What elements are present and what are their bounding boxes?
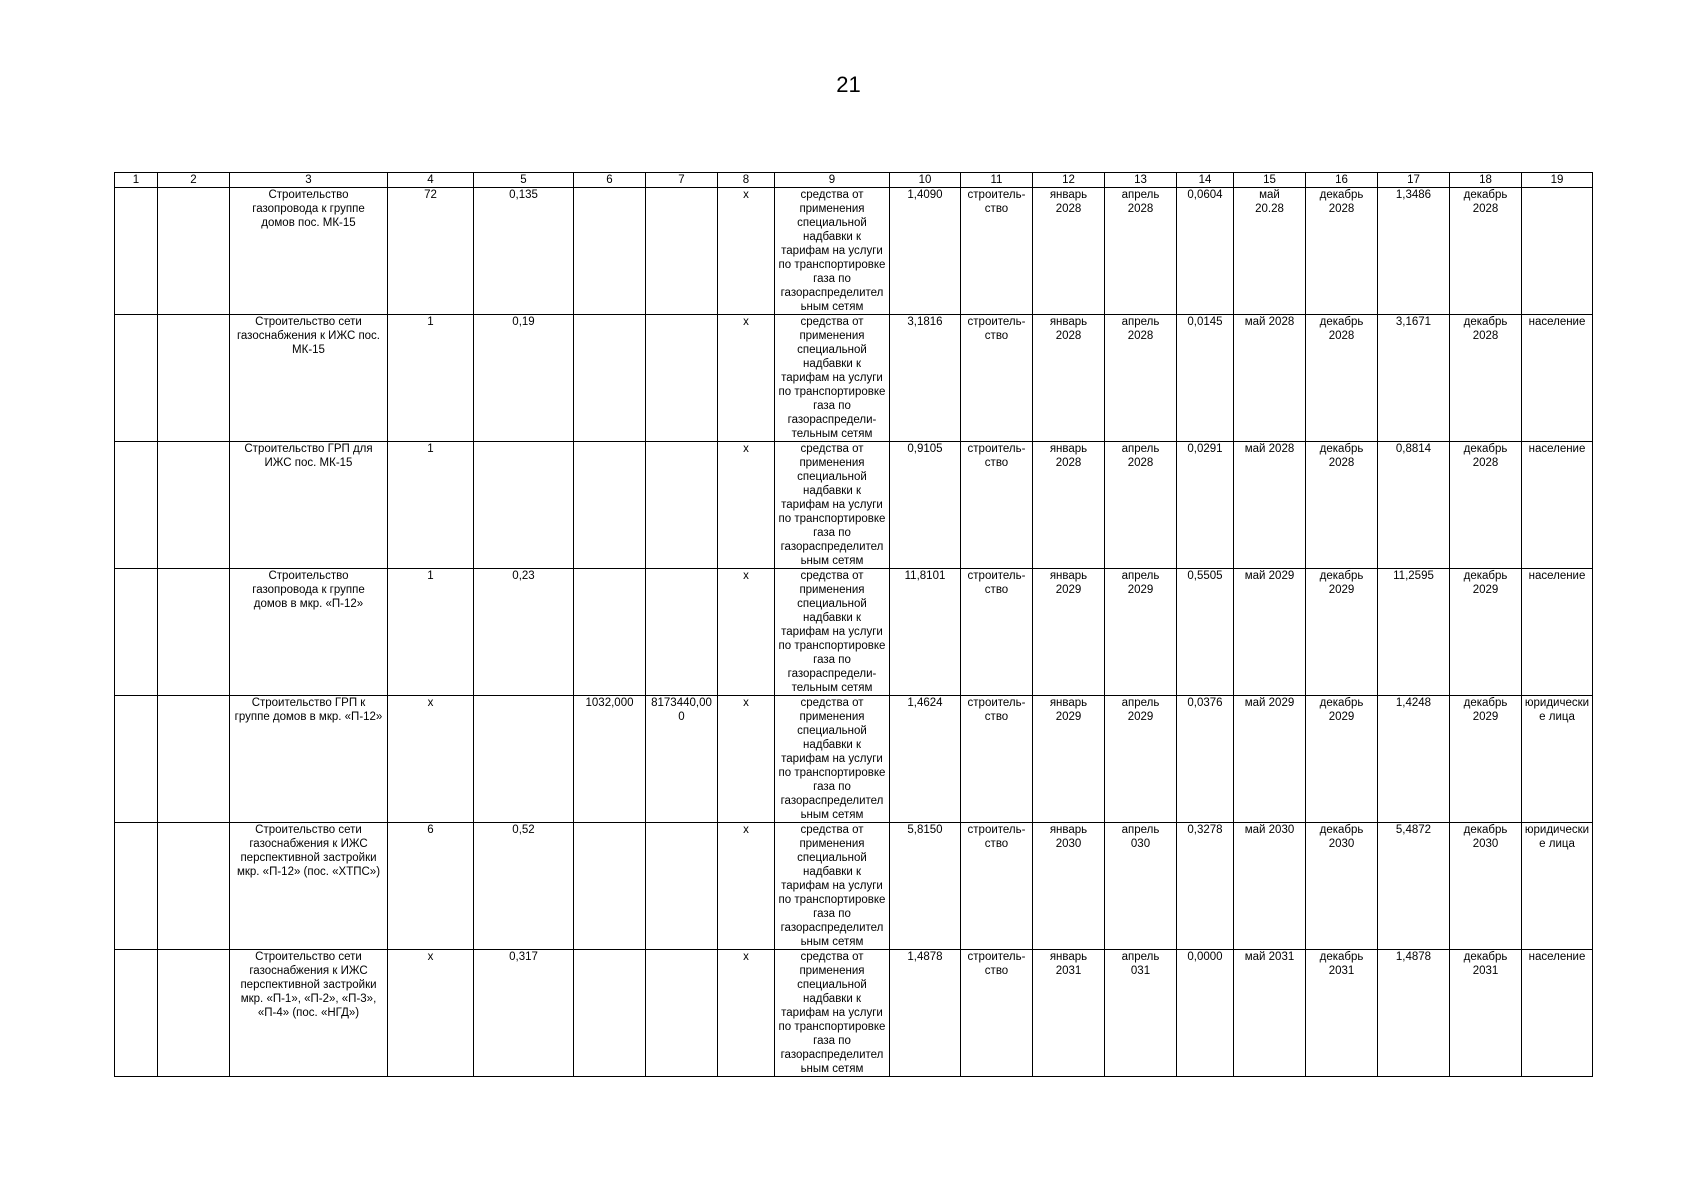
cell-text: декабрь 2028 — [1319, 189, 1364, 215]
cell-text: 11,8101 — [904, 570, 946, 582]
cell-text: 0,135 — [509, 189, 538, 201]
cell-text: средства от применения специальной надбавки к тарифам на услуги по транспортировке газа по газораспредели- тельным сетям — [778, 570, 886, 694]
table-cell-col-10 — [890, 188, 961, 315]
table-cell-col-19 — [1522, 950, 1593, 1077]
table-cell-col-3 — [230, 696, 388, 823]
table-cell-col-2 — [158, 442, 230, 569]
table-cell-col-19 — [1522, 188, 1593, 315]
cell-text: средства от применения специальной надбавки к тарифам на услуги по транспортировке газа по газораспредели- тельным сетям — [778, 316, 886, 440]
column-header-8: 8 — [718, 173, 775, 188]
table-cell-col-8 — [718, 696, 775, 823]
cell-text: 0,8814 — [1395, 443, 1432, 455]
table-cell-col-11 — [961, 823, 1033, 950]
cell-text: 1 — [427, 316, 434, 328]
column-header-17: 17 — [1378, 173, 1450, 188]
cell-text: апрель 2028 — [1121, 316, 1160, 342]
table-cell-col-3 — [230, 569, 388, 696]
table-cell-col-13 — [1105, 696, 1177, 823]
table-cell-col-2 — [158, 950, 230, 1077]
table-cell-col-5 — [474, 569, 574, 696]
table-cell-col-15 — [1234, 442, 1306, 569]
table-cell-col-10 — [890, 315, 961, 442]
cell-text: население — [1528, 316, 1586, 328]
column-header-13: 13 — [1105, 173, 1177, 188]
table-row — [115, 823, 1593, 950]
cell-text: декабрь 2028 — [1463, 443, 1508, 469]
table-cell-col-1 — [115, 442, 158, 569]
table-cell-col-14 — [1177, 696, 1234, 823]
table-cell-col-19 — [1522, 696, 1593, 823]
cell-text: январь 2028 — [1049, 189, 1088, 215]
cell-text: 3,1816 — [907, 316, 943, 328]
column-header-18: 18 — [1450, 173, 1522, 188]
cell-text: январь 2029 — [1049, 697, 1088, 723]
table-cell-col-9 — [775, 442, 890, 569]
table-cell-col-2 — [158, 569, 230, 696]
table-cell-col-2 — [158, 315, 230, 442]
cell-text: декабрь 2029 — [1463, 697, 1508, 723]
cell-text: 0,0145 — [1187, 316, 1223, 328]
table-cell-col-5 — [474, 188, 574, 315]
table-cell-col-6 — [574, 188, 646, 315]
cell-text: 1,3486 — [1395, 189, 1432, 201]
cell-text: январь 2028 — [1049, 316, 1088, 342]
table-cell-col-8 — [718, 823, 775, 950]
cell-text: 1032,000 — [585, 697, 634, 709]
table-cell-col-3 — [230, 823, 388, 950]
cell-text: х — [743, 951, 749, 963]
table-cell-col-10 — [890, 696, 961, 823]
column-header-19: 19 — [1522, 173, 1593, 188]
table-cell-col-4 — [388, 442, 474, 569]
table-cell-col-17 — [1378, 315, 1450, 442]
cell-text: 1 — [427, 443, 434, 455]
table-cell-col-16 — [1306, 950, 1378, 1077]
cell-text: х — [743, 189, 749, 201]
table-cell-col-5 — [474, 696, 574, 823]
cell-text: Строительство сети газоснабжения к ИЖС перспективной застройки мкр. «П-1», «П-2», «П-3», «П-4» (пос. «НГД») — [240, 951, 377, 1019]
cell-text: январь 2028 — [1049, 443, 1088, 469]
table-cell-col-6 — [574, 315, 646, 442]
cell-text: 8173440,00 0 — [651, 697, 712, 723]
table-cell-col-9 — [775, 950, 890, 1077]
table-cell-col-7 — [646, 442, 718, 569]
cell-text: май 2029 — [1244, 697, 1295, 709]
table-cell-col-7 — [646, 188, 718, 315]
table-cell-col-18 — [1450, 950, 1522, 1077]
cell-text: х — [743, 824, 749, 836]
cell-text: апрель 030 — [1121, 824, 1160, 850]
table-cell-col-7 — [646, 823, 718, 950]
cell-text: май 2028 — [1244, 316, 1295, 328]
table-cell-col-10 — [890, 950, 961, 1077]
cell-text: 5,4872 — [1395, 824, 1432, 836]
table-cell-col-10 — [890, 569, 961, 696]
cell-text: строитель- ство — [967, 824, 1026, 850]
table-cell-col-7 — [646, 569, 718, 696]
cell-text: Строительство ГРП для ИЖС пос. МК-15 — [244, 443, 373, 469]
table-cell-col-7 — [646, 696, 718, 823]
table-cell-col-1 — [115, 569, 158, 696]
cell-text: средства от применения специальной надбавки к тарифам на услуги по транспортировке газа по газораспределител ьным сетям — [778, 824, 886, 948]
cell-text: 0,317 — [509, 951, 538, 963]
page-number: 21 — [836, 72, 861, 97]
column-header-15: 15 — [1234, 173, 1306, 188]
cell-text: население — [1528, 570, 1586, 582]
cell-text: апрель 2028 — [1121, 443, 1160, 469]
cell-text: средства от применения специальной надбавки к тарифам на услуги по транспортировке газа по газораспределител ьным сетям — [778, 697, 886, 821]
cell-text: Строительство газопровода к группе домов пос. МК-15 — [252, 189, 365, 229]
cell-text: строитель- ство — [967, 316, 1026, 342]
cell-text: 0,52 — [512, 824, 535, 836]
table-row — [115, 950, 1593, 1077]
table-cell-col-8 — [718, 188, 775, 315]
column-header-6: 6 — [574, 173, 646, 188]
column-header-16: 16 — [1306, 173, 1378, 188]
table-cell-col-2 — [158, 188, 230, 315]
table-cell-col-4 — [388, 188, 474, 315]
cell-text: 1,4624 — [907, 697, 943, 709]
table-cell-col-12 — [1033, 442, 1105, 569]
table-cell-col-18 — [1450, 442, 1522, 569]
column-header-9: 9 — [775, 173, 890, 188]
table-cell-col-3 — [230, 315, 388, 442]
cell-text: декабрь 2029 — [1319, 570, 1364, 596]
table-cell-col-2 — [158, 823, 230, 950]
table-cell-col-16 — [1306, 696, 1378, 823]
cell-text: апрель 2029 — [1121, 697, 1160, 723]
table-cell-col-17 — [1378, 442, 1450, 569]
cell-text: декабрь 2028 — [1319, 443, 1364, 469]
table-cell-col-17 — [1378, 188, 1450, 315]
table-cell-col-9 — [775, 696, 890, 823]
column-header-11: 11 — [961, 173, 1033, 188]
cell-text: х — [743, 443, 749, 455]
table-cell-col-14 — [1177, 823, 1234, 950]
cell-text: население — [1528, 951, 1586, 963]
table-cell-col-6 — [574, 442, 646, 569]
cell-text: апрель 2028 — [1121, 189, 1160, 215]
table-cell-col-17 — [1378, 950, 1450, 1077]
cell-text: 0,5505 — [1187, 570, 1223, 582]
column-header-10: 10 — [890, 173, 961, 188]
column-header-7: 7 — [646, 173, 718, 188]
table-cell-col-15 — [1234, 696, 1306, 823]
table-cell-col-5 — [474, 315, 574, 442]
cell-text: декабрь 2028 — [1463, 316, 1508, 342]
table-cell-col-10 — [890, 823, 961, 950]
cell-text: Строительство ГРП к группе домов в мкр. «П-12» — [234, 697, 383, 723]
table-cell-col-16 — [1306, 569, 1378, 696]
cell-text: 1,4248 — [1395, 697, 1432, 709]
cell-text: юридически е лица — [1524, 697, 1590, 723]
table-cell-col-11 — [961, 569, 1033, 696]
table-cell-col-14 — [1177, 950, 1234, 1077]
table-cell-col-8 — [718, 315, 775, 442]
table-cell-col-12 — [1033, 823, 1105, 950]
table-cell-col-14 — [1177, 569, 1234, 696]
cell-text: декабрь 2030 — [1319, 824, 1364, 850]
column-header-4: 4 — [388, 173, 474, 188]
cell-text: май 2030 — [1244, 824, 1295, 836]
table-cell-col-16 — [1306, 315, 1378, 442]
cell-text: население — [1528, 443, 1586, 455]
table-cell-col-13 — [1105, 442, 1177, 569]
column-header-3: 3 — [230, 173, 388, 188]
table-cell-col-3 — [230, 950, 388, 1077]
table-cell-col-9 — [775, 569, 890, 696]
table-cell-col-7 — [646, 315, 718, 442]
cell-text: декабрь 2029 — [1319, 697, 1364, 723]
table-cell-col-18 — [1450, 188, 1522, 315]
table-row — [115, 442, 1593, 569]
table-cell-col-5 — [474, 823, 574, 950]
table-cell-col-15 — [1234, 569, 1306, 696]
cell-text: декабрь 2029 — [1463, 570, 1508, 596]
table-cell-col-19 — [1522, 442, 1593, 569]
cell-text: 0,3278 — [1187, 824, 1223, 836]
cell-text: май 2029 — [1244, 570, 1295, 582]
cell-text: 72 — [424, 189, 437, 201]
table-cell-col-14 — [1177, 188, 1234, 315]
cell-text: 5,8150 — [907, 824, 943, 836]
table-cell-col-1 — [115, 823, 158, 950]
cell-text: декабрь 2028 — [1463, 189, 1508, 215]
table-cell-col-12 — [1033, 569, 1105, 696]
column-header-14: 14 — [1177, 173, 1234, 188]
table-cell-col-8 — [718, 442, 775, 569]
table-cell-col-15 — [1234, 823, 1306, 950]
cell-text: май 2028 — [1244, 443, 1295, 455]
table-cell-col-8 — [718, 950, 775, 1077]
cell-text: декабрь 2031 — [1463, 951, 1508, 977]
table-cell-col-1 — [115, 188, 158, 315]
cell-text: х — [743, 570, 749, 582]
table-cell-col-11 — [961, 696, 1033, 823]
table-cell-col-9 — [775, 315, 890, 442]
table-cell-col-18 — [1450, 823, 1522, 950]
cell-text: средства от применения специальной надбавки к тарифам на услуги по транспортировке газа по газораспределител ьным сетям — [778, 189, 886, 313]
table-cell-col-4 — [388, 315, 474, 442]
table-row — [115, 188, 1593, 315]
table-cell-col-3 — [230, 442, 388, 569]
cell-text: январь 2030 — [1049, 824, 1088, 850]
cell-text: 11,2595 — [1393, 570, 1434, 582]
table-cell-col-11 — [961, 442, 1033, 569]
table-cell-col-19 — [1522, 315, 1593, 442]
column-header-1: 1 — [115, 173, 158, 188]
table-cell-col-1 — [115, 315, 158, 442]
table-cell-col-5 — [474, 442, 574, 569]
table-cell-col-13 — [1105, 823, 1177, 950]
table-cell-col-6 — [574, 950, 646, 1077]
cell-text: 0,9105 — [907, 443, 943, 455]
cell-text: 1,4878 — [907, 951, 943, 963]
table-cell-col-11 — [961, 188, 1033, 315]
table-cell-col-12 — [1033, 950, 1105, 1077]
table-cell-col-8 — [718, 569, 775, 696]
table-row — [115, 315, 1593, 442]
cell-text: 0,23 — [512, 570, 535, 582]
cell-text: 1,4090 — [907, 189, 943, 201]
cell-text: апрель 031 — [1121, 951, 1160, 977]
cell-text: май 2031 — [1244, 951, 1295, 963]
cell-text: средства от применения специальной надбавки к тарифам на услуги по транспортировке газа по газораспределител ьным сетям — [778, 443, 886, 567]
table-cell-col-4 — [388, 569, 474, 696]
cell-text: январь 2029 — [1049, 570, 1088, 596]
cell-text: строитель- ство — [967, 951, 1026, 977]
cell-text: декабрь 2030 — [1463, 824, 1508, 850]
table-cell-col-4 — [388, 950, 474, 1077]
table-cell-col-18 — [1450, 315, 1522, 442]
cell-text: декабрь 2031 — [1319, 951, 1364, 977]
cell-text: 0,19 — [512, 316, 535, 328]
cell-text: 1 — [427, 570, 434, 582]
cell-text: апрель 2029 — [1121, 570, 1160, 596]
cell-text: х — [743, 316, 749, 328]
table-body — [115, 188, 1593, 1077]
data-table — [114, 172, 1593, 1077]
cell-text: строитель- ство — [967, 443, 1026, 469]
cell-text: Строительство сети газоснабжения к ИЖС пос. МК-15 — [236, 316, 381, 356]
table-cell-col-17 — [1378, 823, 1450, 950]
table-cell-col-4 — [388, 696, 474, 823]
table-cell-col-13 — [1105, 315, 1177, 442]
cell-text: 0,0376 — [1187, 697, 1223, 709]
cell-text: х — [743, 697, 749, 709]
table-cell-col-5 — [474, 950, 574, 1077]
table-cell-col-15 — [1234, 315, 1306, 442]
table-cell-col-9 — [775, 823, 890, 950]
table-cell-col-19 — [1522, 823, 1593, 950]
cell-text: 3,1671 — [1395, 316, 1432, 328]
table-row — [115, 696, 1593, 823]
cell-text: 0,0604 — [1187, 189, 1223, 201]
table-cell-col-6 — [574, 823, 646, 950]
table-cell-col-16 — [1306, 188, 1378, 315]
table-cell-col-2 — [158, 696, 230, 823]
cell-text: Строительство сети газоснабжения к ИЖС перспективной застройки мкр. «П-12» (пос. «ХТПС») — [236, 824, 381, 878]
table-cell-col-12 — [1033, 315, 1105, 442]
table-cell-col-13 — [1105, 569, 1177, 696]
table-cell-col-12 — [1033, 188, 1105, 315]
table-cell-col-7 — [646, 950, 718, 1077]
cell-text: х — [427, 951, 434, 963]
table-cell-col-6 — [574, 696, 646, 823]
table-cell-col-3 — [230, 188, 388, 315]
cell-text: строитель- ство — [967, 189, 1026, 215]
table-cell-col-11 — [961, 950, 1033, 1077]
cell-text: 0,0000 — [1187, 951, 1223, 963]
cell-text: средства от применения специальной надбавки к тарифам на услуги по транспортировке газа по газораспределител ьным сетям — [778, 951, 886, 1075]
cell-text: Строительство газопровода к группе домов в мкр. «П-12» — [252, 570, 365, 610]
column-header-5: 5 — [474, 173, 574, 188]
table-cell-col-4 — [388, 823, 474, 950]
table-cell-col-16 — [1306, 442, 1378, 569]
table-cell-col-14 — [1177, 442, 1234, 569]
cell-text: юридически е лица — [1524, 824, 1590, 850]
table-cell-col-9 — [775, 188, 890, 315]
cell-text: строитель- ство — [967, 570, 1026, 596]
table-cell-col-15 — [1234, 188, 1306, 315]
cell-text: 0,0291 — [1187, 443, 1223, 455]
cell-text: январь 2031 — [1049, 951, 1088, 977]
cell-text: май 20.28 — [1255, 189, 1284, 215]
cell-text: декабрь 2028 — [1319, 316, 1364, 342]
table-cell-col-16 — [1306, 823, 1378, 950]
table-cell-col-18 — [1450, 569, 1522, 696]
cell-text: 1,4878 — [1395, 951, 1432, 963]
table-cell-col-17 — [1378, 569, 1450, 696]
table-cell-col-17 — [1378, 696, 1450, 823]
table-cell-col-15 — [1234, 950, 1306, 1077]
table-cell-col-13 — [1105, 188, 1177, 315]
table-header-row — [115, 173, 1593, 188]
table-cell-col-13 — [1105, 950, 1177, 1077]
table-cell-col-12 — [1033, 696, 1105, 823]
cell-text: строитель- ство — [967, 697, 1026, 723]
table-cell-col-11 — [961, 315, 1033, 442]
table-row — [115, 569, 1593, 696]
column-header-12: 12 — [1033, 173, 1105, 188]
column-header-2: 2 — [158, 173, 230, 188]
cell-text: х — [427, 697, 434, 709]
table-cell-col-1 — [115, 696, 158, 823]
table-cell-col-18 — [1450, 696, 1522, 823]
table-cell-col-19 — [1522, 569, 1593, 696]
table-cell-col-14 — [1177, 315, 1234, 442]
table-cell-col-1 — [115, 950, 158, 1077]
table-cell-col-6 — [574, 569, 646, 696]
table-cell-col-10 — [890, 442, 961, 569]
cell-text: 6 — [427, 824, 434, 836]
